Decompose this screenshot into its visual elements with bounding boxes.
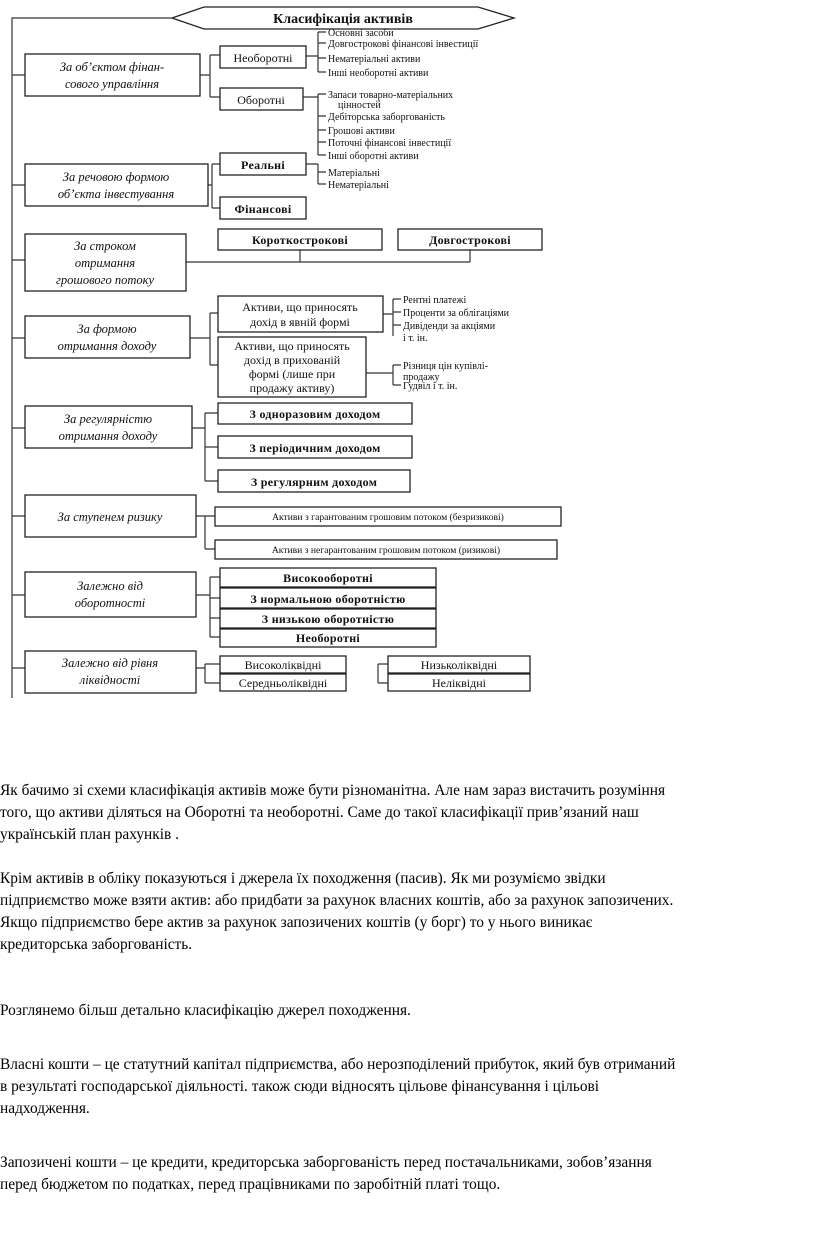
box-nonguaranteed-cash-flow bbox=[215, 540, 557, 559]
category-cash-flow-term bbox=[25, 234, 186, 291]
leaf-label: цінностей bbox=[338, 100, 381, 111]
leaf-list-real bbox=[328, 168, 389, 191]
paragraph-borrowed-funds bbox=[0, 1152, 816, 1196]
paragraph-sources-intro bbox=[0, 1000, 816, 1022]
box-label: Реальні bbox=[240, 158, 286, 172]
box-non-turnover bbox=[220, 629, 436, 647]
category-label: отримання bbox=[74, 256, 136, 270]
category-income-form bbox=[25, 316, 190, 358]
box-label: Фінансові bbox=[234, 202, 292, 216]
box-label: Високоліквідні bbox=[244, 658, 322, 672]
category-risk-level bbox=[25, 495, 196, 537]
leaf-list-hidden-income bbox=[403, 361, 488, 392]
leaf-label: Нематеріальні bbox=[328, 180, 389, 191]
box-low-liquid bbox=[388, 656, 530, 673]
category-label: За ступенем ризику bbox=[57, 510, 163, 524]
box-label: Оборотні bbox=[237, 93, 285, 107]
leaf-label: Запаси товарно-матеріальних bbox=[328, 90, 454, 101]
box-label: Низьколіквідні bbox=[420, 658, 498, 672]
box-current bbox=[220, 88, 303, 110]
leaf-label: Дивіденди за акціями bbox=[403, 321, 496, 332]
category-label: сового управління bbox=[64, 77, 160, 91]
box-label: дохід в явній формі bbox=[250, 315, 350, 329]
box-periodic-income bbox=[218, 436, 412, 458]
box-long-term bbox=[398, 229, 542, 250]
text-line: в результаті господарської діяльності. також сюди відносять цільове фінансування і цільові bbox=[0, 1078, 600, 1095]
box-label: З одноразовим доходом bbox=[249, 407, 381, 421]
leaf-label: Грошові активи bbox=[328, 126, 395, 137]
text-line: підприємство може взяти актив: або придбати за рахунок власних коштів, або за рахунок запозичених. bbox=[0, 892, 674, 909]
box-one-time-income bbox=[218, 403, 412, 424]
leaf-list-current bbox=[328, 90, 453, 162]
box-label: З періодичним доходом bbox=[249, 441, 381, 455]
paragraph-asset-classification-summary bbox=[0, 780, 816, 846]
text-line: того, що активи діляться на Оборотні та необоротні. Саме до такої класифікації прив’язаний наш bbox=[0, 804, 639, 821]
category-financial-management bbox=[25, 54, 200, 96]
box-label: Середньоліквідні bbox=[238, 676, 328, 690]
box-short-term bbox=[218, 229, 382, 250]
box-label: Довгострокові bbox=[429, 233, 511, 247]
leaf-list-explicit-income bbox=[403, 295, 510, 344]
text-line: кредиторська заборгованість. bbox=[0, 936, 193, 953]
category-investment-form bbox=[25, 164, 208, 206]
category-turnover bbox=[25, 572, 196, 617]
category-label: отримання доходу bbox=[57, 339, 157, 353]
category-label: Залежно від рівня bbox=[61, 656, 159, 670]
box-label: Необоротні bbox=[233, 51, 293, 65]
diagram-title-box bbox=[172, 7, 514, 29]
box-mid-liquid bbox=[220, 674, 346, 691]
leaf-label: Матеріальні bbox=[328, 168, 380, 179]
box-label: З нормальною оборотністю bbox=[250, 592, 406, 606]
box-label: продажу активу) bbox=[249, 381, 335, 395]
box-label: дохід в прихованій bbox=[243, 353, 341, 367]
category-label: об’єкта інвестування bbox=[57, 187, 175, 201]
category-label: ліквідності bbox=[79, 673, 141, 687]
box-label: Короткострокові bbox=[251, 233, 349, 247]
box-financial bbox=[220, 197, 306, 219]
box-explicit-income bbox=[218, 296, 383, 332]
leaf-list-non-current bbox=[328, 28, 479, 79]
leaf-label: Інші оборотні активи bbox=[328, 151, 419, 162]
leaf-label: Проценти за облігаціями bbox=[403, 308, 510, 319]
box-non-current bbox=[220, 46, 306, 68]
text-line: надходження. bbox=[0, 1100, 90, 1117]
text-line: Якщо підприємство бере актив за рахунок запозичених коштів (у борг) то у нього виникає bbox=[0, 914, 593, 931]
text-line: Розглянемо більш детально класифікацію джерел походження. bbox=[0, 1002, 411, 1019]
text-line: українській план рахунків . bbox=[0, 826, 180, 843]
box-hidden-income bbox=[218, 337, 366, 397]
box-illiquid bbox=[388, 674, 530, 691]
category-label: грошового потоку bbox=[56, 273, 154, 287]
leaf-label: Нематеріальні активи bbox=[328, 54, 421, 65]
leaf-label: Різниця цін купівлі- bbox=[403, 361, 488, 372]
category-label: оборотності bbox=[74, 596, 146, 610]
category-income-regularity bbox=[25, 406, 192, 448]
paragraph-own-funds bbox=[0, 1054, 816, 1120]
category-liquidity bbox=[25, 651, 196, 693]
text-line: Власні кошти – це статутний капітал підприємства, або нерозподілений прибуток, який був отриманий bbox=[0, 1056, 676, 1073]
leaf-label: і т. ін. bbox=[403, 333, 428, 344]
category-label: За об’єктом фінан- bbox=[59, 60, 165, 74]
box-label: З регулярним доходом bbox=[250, 475, 378, 489]
leaf-label: Гудвіл і т. ін. bbox=[403, 381, 458, 392]
box-label: Активи, що приносять bbox=[242, 300, 358, 314]
text-line: Крім активів в обліку показуються і джерела їх походження (пасив). Як ми розуміємо звідки bbox=[0, 870, 606, 887]
text-line: Запозичені кошти – це кредити, кредиторська заборгованість перед постачальниками, зобов’язання bbox=[0, 1154, 652, 1171]
category-label: Залежно від bbox=[77, 579, 143, 593]
category-label: За формою bbox=[77, 322, 137, 336]
category-label: За строком bbox=[74, 239, 136, 253]
box-label: Активи з гарантованим грошовим потоком (безризикові) bbox=[272, 512, 504, 523]
text-line: перед бюджетом по податках, перед працівниками по заробітній платі тощо. bbox=[0, 1176, 501, 1193]
leaf-label: Довгострокові фінансові інвестиції bbox=[328, 39, 479, 50]
leaf-label: Основні засоби bbox=[328, 28, 394, 39]
box-guaranteed-cash-flow bbox=[215, 507, 561, 526]
category-label: За речовою формою bbox=[62, 170, 170, 184]
leaf-label: продажу bbox=[403, 372, 440, 383]
box-label: З низькою оборотністю bbox=[261, 612, 395, 626]
box-label: Активи, що приносять bbox=[234, 339, 350, 353]
box-regular-income bbox=[218, 470, 410, 492]
box-normal-turnover bbox=[220, 588, 436, 608]
leaf-label: Дебіторська заборгованість bbox=[328, 112, 445, 123]
box-high-turnover bbox=[220, 568, 436, 587]
leaf-label: Інші необоротні активи bbox=[328, 68, 429, 79]
box-label: Активи з негарантованим грошовим потоком (ризикові) bbox=[271, 545, 501, 556]
box-real bbox=[220, 153, 306, 175]
box-high-liquid bbox=[220, 656, 346, 673]
category-label: За регулярністю bbox=[63, 412, 153, 426]
text-line: Як бачимо зі схеми класифікація активів може бути різноманітна. Але нам зараз вистачить розуміння bbox=[0, 782, 666, 799]
box-low-turnover bbox=[220, 609, 436, 628]
leaf-label: Рентні платежі bbox=[403, 295, 467, 306]
box-label: Високооборотні bbox=[283, 571, 373, 585]
diagram-title: Класифікація активів bbox=[273, 12, 413, 27]
category-label: отримання доходу bbox=[58, 429, 158, 443]
box-label: Необоротні bbox=[295, 631, 361, 645]
leaf-label: Поточні фінансові інвестиції bbox=[328, 138, 452, 149]
box-label: формі (лише при bbox=[248, 367, 336, 381]
box-label: Неліквідні bbox=[431, 676, 487, 690]
paragraph-liability-sources bbox=[0, 868, 816, 956]
